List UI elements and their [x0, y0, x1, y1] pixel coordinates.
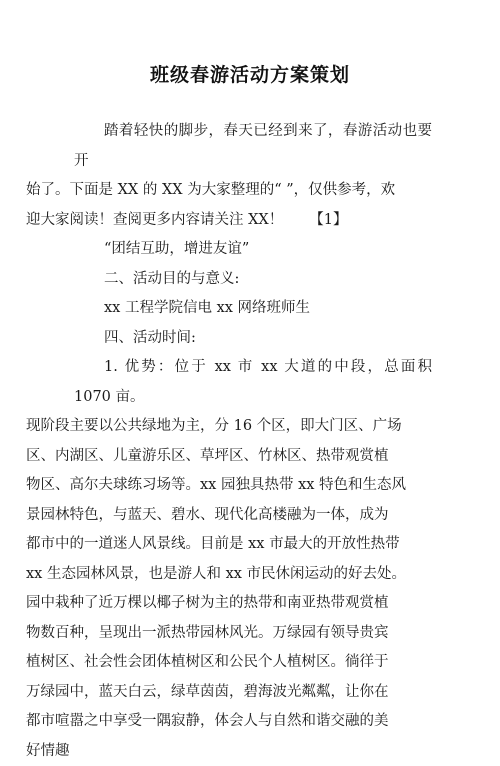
advantage-line: 园中栽种了近万棵以椰子树为主的热带和南亚热带观赏植: [26, 589, 432, 619]
document-title: 班级春游活动方案策划: [0, 60, 500, 87]
intro-line-with-ref: [26, 206, 432, 236]
slogan: “团结互助，增进友谊”: [74, 235, 432, 265]
section-heading-purpose: 二、活动目的与意义:: [74, 265, 432, 295]
advantage-line: 万绿园中，蓝天白云，绿草茵茵，碧海波光粼粼，让你在: [26, 678, 432, 708]
participants-line: xx 工程学院信电 xx 网络班师生: [74, 294, 432, 324]
advantage-line: 1. 优势：位于 xx 市 xx 大道的中段，总面积 1070 亩。: [74, 353, 432, 412]
advantage-line: 都市喧嚣之中享受一隅寂静，体会人与自然和谐交融的美: [26, 707, 432, 737]
advantage-line: 区、内湖区、儿童游乐区、草坪区、竹林区、热带观赏植: [26, 442, 432, 472]
advantage-line: 都市中的一道迷人风景线。目前是 xx 市最大的开放性热带: [26, 530, 432, 560]
footnote-ref: 【1】: [309, 212, 347, 228]
intro-line: 踏着轻快的脚步，春天已经到来了，春游活动也要开: [74, 117, 432, 176]
advantage-line: 景园林特色，与蓝天、碧水、现代化高楼融为一体，成为: [26, 501, 432, 531]
advantage-line: 物数百种，呈现出一派热带园林风光。万绿园有领导贵宾: [26, 619, 432, 649]
advantage-line: xx 生态园林风景，也是游人和 xx 市民休闲运动的好去处。: [26, 560, 432, 590]
advantage-line: 植树区、社会性会团体植树区和公民个人植树区。徜徉于: [26, 648, 432, 678]
intro-line: 迎大家阅读！查阅更多内容请关注 XX！: [26, 212, 283, 228]
section-heading-time: 四、活动时间:: [74, 324, 432, 354]
advantage-line: 物区、高尔夫球练习场等。xx 园独具热带 xx 特色和生态风: [26, 471, 432, 501]
document-body: [74, 117, 432, 766]
advantage-line: 现阶段主要以公共绿地为主，分 16 个区，即大门区、广场: [26, 412, 432, 442]
advantage-line: 好情趣: [26, 737, 432, 766]
intro-line: 始了。下面是 XX 的 XX 为大家整理的“ ”，仅供参考，欢: [26, 176, 432, 206]
